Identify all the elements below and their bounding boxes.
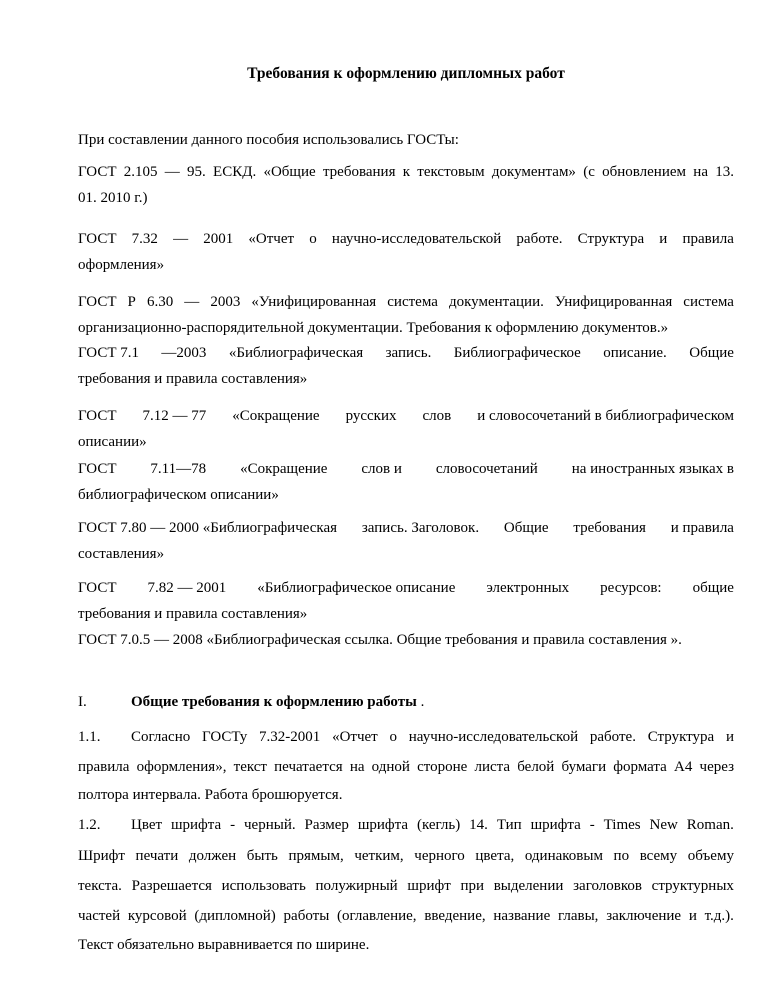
word: при bbox=[460, 878, 485, 894]
paragraph-first-line bbox=[131, 815, 734, 835]
word: о bbox=[309, 231, 317, 247]
gost-item-line2: 01. 2010 г.) bbox=[78, 190, 148, 206]
word: заключение bbox=[606, 908, 682, 924]
gost-item-line2: требования и правила составления» bbox=[78, 606, 308, 622]
word: запись. Заголовок. bbox=[361, 520, 480, 536]
word: 7.32-2001 bbox=[259, 729, 321, 745]
word: - bbox=[230, 817, 236, 833]
word: (оглавление, bbox=[337, 908, 417, 924]
word: (кегль) bbox=[416, 817, 461, 833]
gost-item-line1 bbox=[78, 292, 734, 312]
word: описание. bbox=[603, 345, 667, 361]
word: запись. bbox=[385, 345, 432, 361]
word: «Отчет bbox=[332, 729, 378, 745]
word: печати bbox=[135, 848, 179, 864]
word: на иностранных языках в bbox=[571, 461, 734, 477]
word: работы bbox=[283, 908, 330, 924]
word: заголовков bbox=[573, 878, 642, 894]
word: и правила bbox=[670, 520, 734, 536]
paragraph-line bbox=[78, 846, 734, 866]
word: черный. bbox=[244, 817, 296, 833]
word: научно-исследовательской bbox=[331, 231, 502, 247]
gost-item-line1 bbox=[78, 459, 734, 479]
word: правила bbox=[78, 759, 130, 775]
word: — bbox=[164, 164, 180, 180]
gost-item-last: ГОСТ 7.0.5 — 2008 «Библиографическая ссылка. Общие требования и правила составления ». bbox=[78, 632, 682, 648]
word: система bbox=[683, 294, 734, 310]
word: Тип bbox=[496, 817, 522, 833]
word: ЕСКД. bbox=[213, 164, 257, 180]
word: главы, bbox=[557, 908, 599, 924]
word: ГОСТу bbox=[202, 729, 248, 745]
gost-item-line2: составления» bbox=[78, 546, 165, 562]
word: введение, bbox=[424, 908, 486, 924]
word: 2001 bbox=[203, 231, 234, 247]
word: Общие bbox=[689, 345, 734, 361]
word: слов bbox=[422, 408, 452, 424]
word: (дипломной) bbox=[194, 908, 276, 924]
word: ГОСТ bbox=[78, 164, 117, 180]
word: А4 bbox=[674, 759, 693, 775]
word: требования bbox=[322, 164, 396, 180]
word: оформления», bbox=[136, 759, 227, 775]
word: на bbox=[349, 759, 365, 775]
gost-item-line2: библиографическом описании» bbox=[78, 487, 279, 503]
word: — bbox=[184, 294, 200, 310]
word: 6.30 bbox=[146, 294, 174, 310]
word: документации. bbox=[448, 294, 544, 310]
paragraph-number: 1.1. bbox=[78, 729, 101, 745]
word: объему bbox=[687, 848, 734, 864]
word: 2.105 bbox=[123, 164, 158, 180]
section-number: I. bbox=[78, 694, 87, 710]
word: система bbox=[387, 294, 438, 310]
word: бумаги bbox=[561, 759, 607, 775]
word: общие bbox=[692, 580, 734, 596]
word: текст bbox=[233, 759, 267, 775]
word: ГОСТ bbox=[78, 231, 117, 247]
word: Общие bbox=[503, 520, 549, 536]
word: электронных bbox=[486, 580, 570, 596]
word: Разрешается bbox=[131, 878, 212, 894]
word: Шрифт bbox=[78, 848, 125, 864]
word: требования bbox=[573, 520, 646, 536]
word: 7.11—78 bbox=[150, 461, 207, 477]
word: 95. bbox=[187, 164, 206, 180]
word: ГОСТ 7.1 bbox=[78, 345, 139, 361]
word: работе. bbox=[516, 231, 563, 247]
word: черного bbox=[414, 848, 465, 864]
word: «Библиографическое описание bbox=[257, 580, 456, 596]
word: должен bbox=[188, 848, 237, 864]
word: всему bbox=[639, 848, 678, 864]
word: (с bbox=[583, 164, 595, 180]
paragraph-line: полтора интервала. Работа брошюруется. bbox=[78, 787, 343, 803]
word: на bbox=[693, 164, 708, 180]
word: ГОСТ bbox=[78, 580, 117, 596]
word: одинаковым bbox=[524, 848, 603, 864]
gost-item-line2: оформления» bbox=[78, 257, 165, 273]
word: «Библиографическая bbox=[228, 345, 364, 361]
paragraph-line: Текст обязательно выравнивается по ширине. bbox=[78, 937, 370, 953]
word: Цвет bbox=[131, 817, 163, 833]
intro-text: При составлении данного пособия использовались ГОСТы: bbox=[78, 132, 459, 148]
word: 13. bbox=[715, 164, 734, 180]
word: «Общие bbox=[263, 164, 316, 180]
word: Структура bbox=[577, 231, 645, 247]
word: «Отчет bbox=[248, 231, 295, 247]
word: шрифта bbox=[530, 817, 581, 833]
word: о bbox=[389, 729, 397, 745]
word: выделении bbox=[493, 878, 564, 894]
paragraph-number: 1.2. bbox=[78, 817, 101, 833]
word: формата bbox=[613, 759, 667, 775]
word: текста. bbox=[78, 878, 122, 894]
word: стороне bbox=[417, 759, 468, 775]
word: документам» bbox=[491, 164, 576, 180]
gost-item-line2: организационно-распорядительной документации. Требования к оформлению документов.» bbox=[78, 320, 669, 336]
document-title: Требования к оформлению дипломных работ bbox=[247, 65, 565, 82]
word: «Сокращение bbox=[232, 408, 320, 424]
word: через bbox=[699, 759, 734, 775]
word: Структура bbox=[647, 729, 715, 745]
word: текстовым bbox=[417, 164, 485, 180]
word: печатается bbox=[274, 759, 343, 775]
word: Размер bbox=[304, 817, 349, 833]
word: использовать bbox=[221, 878, 306, 894]
word: и словосочетаний в библиографическом bbox=[477, 408, 734, 424]
word: 7.32 bbox=[131, 231, 158, 247]
word: курсовой bbox=[127, 908, 187, 924]
word: белой bbox=[517, 759, 555, 775]
word: к bbox=[402, 164, 411, 180]
gost-item-line2: требования и правила составления» bbox=[78, 371, 308, 387]
section-heading-suffix: . bbox=[416, 694, 425, 710]
word: слов и bbox=[361, 461, 402, 477]
paragraph-line bbox=[78, 876, 734, 896]
word: шрифт bbox=[407, 878, 451, 894]
word: листа bbox=[474, 759, 511, 775]
word: частей bbox=[78, 908, 121, 924]
word: —2003 bbox=[161, 345, 207, 361]
word: русских bbox=[345, 408, 397, 424]
word: 7.82 — 2001 bbox=[147, 580, 227, 596]
word: правила bbox=[682, 231, 734, 247]
word: одной bbox=[371, 759, 410, 775]
word: и bbox=[688, 908, 697, 924]
word: Библиографическое bbox=[453, 345, 581, 361]
word: 14. bbox=[469, 817, 488, 833]
word: ГОСТ bbox=[78, 408, 117, 424]
section-heading bbox=[131, 692, 424, 712]
word: словосочетаний bbox=[435, 461, 538, 477]
gost-item-line1 bbox=[78, 406, 734, 426]
gost-item-line1 bbox=[78, 578, 734, 598]
word: 7.12 — 77 bbox=[142, 408, 207, 424]
word: шрифта bbox=[357, 817, 409, 833]
word: ГОСТ bbox=[78, 294, 117, 310]
word: работе. bbox=[589, 729, 636, 745]
paragraph-first-line bbox=[131, 727, 734, 747]
word: т.д.). bbox=[704, 908, 734, 924]
section-heading-text: Общие требования к оформлению работы bbox=[131, 694, 417, 710]
word: ресурсов: bbox=[600, 580, 662, 596]
gost-item-line1 bbox=[78, 229, 734, 249]
word: - bbox=[589, 817, 595, 833]
word: Унифицированная bbox=[554, 294, 673, 310]
word: — bbox=[173, 231, 189, 247]
word: быть bbox=[246, 848, 278, 864]
word: прямым, bbox=[288, 848, 344, 864]
word: Р bbox=[127, 294, 136, 310]
word: и bbox=[659, 231, 668, 247]
word: New bbox=[649, 817, 678, 833]
gost-item-line1 bbox=[78, 343, 734, 363]
word: ГОСТ 7.80 — 2000 «Библиографическая bbox=[78, 520, 338, 536]
gost-item-line1 bbox=[78, 518, 734, 538]
word: Согласно bbox=[131, 729, 191, 745]
word: структурных bbox=[651, 878, 734, 894]
word: ГОСТ bbox=[78, 461, 117, 477]
word: обновлением bbox=[602, 164, 687, 180]
word: по bbox=[613, 848, 630, 864]
word: и bbox=[725, 729, 734, 745]
word: Roman. bbox=[686, 817, 734, 833]
word: четким, bbox=[354, 848, 404, 864]
word: шрифта bbox=[170, 817, 222, 833]
word: полужирный bbox=[315, 878, 398, 894]
word: 2003 bbox=[210, 294, 241, 310]
word: название bbox=[493, 908, 551, 924]
word: «Унифицированная bbox=[251, 294, 377, 310]
gost-item-line1 bbox=[78, 162, 734, 182]
paragraph-line bbox=[78, 757, 734, 777]
word: научно-исследовательской bbox=[408, 729, 579, 745]
word: Times bbox=[603, 817, 641, 833]
word: «Сокращение bbox=[240, 461, 328, 477]
gost-item-line2: описании» bbox=[78, 434, 147, 450]
word: цвета, bbox=[475, 848, 515, 864]
paragraph-line bbox=[78, 906, 734, 926]
